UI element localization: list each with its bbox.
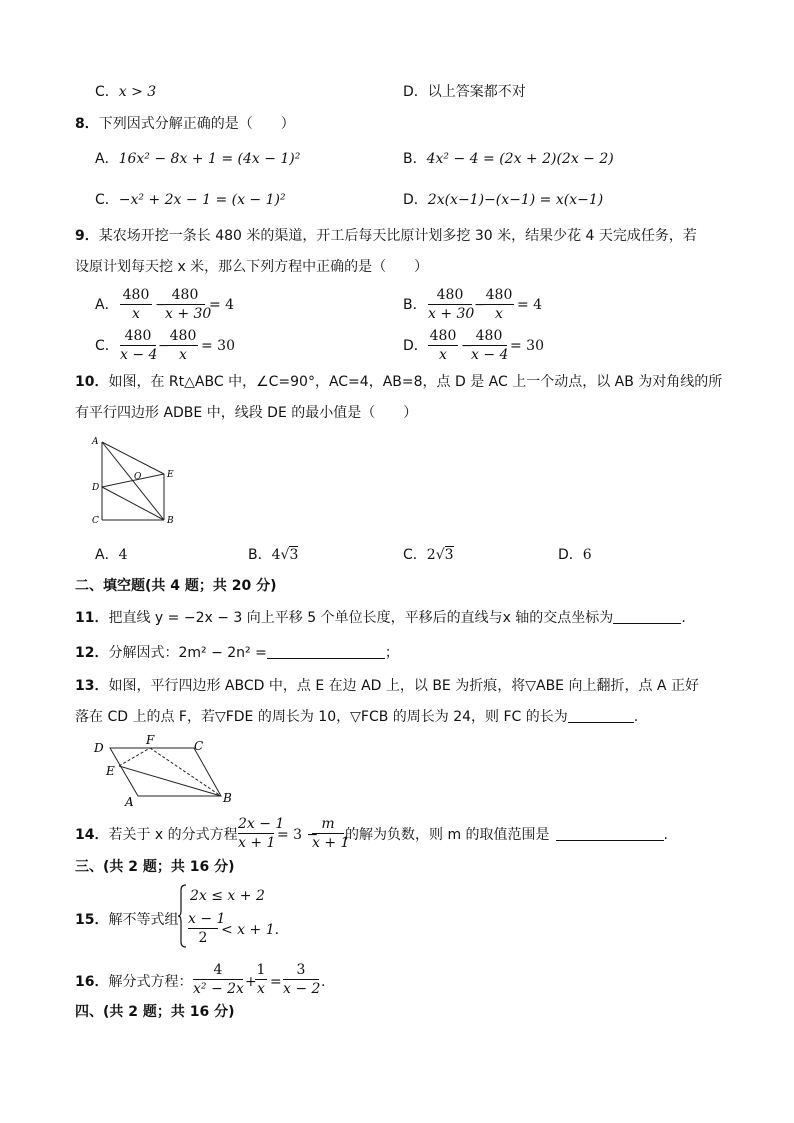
- q14-frac1: 2x − 1 x + 1: [238, 816, 285, 851]
- fig10-label-o: O: [134, 472, 142, 482]
- q9-a-rhs: = 4: [209, 297, 235, 313]
- q14-frac2: m x + 1: [312, 816, 350, 851]
- q9-d-rhs: = 30: [510, 338, 544, 354]
- q15-frac: x − 1 2: [188, 911, 226, 946]
- q10-option-b: B．4√3: [248, 547, 299, 563]
- sqrt-icon: √: [435, 547, 445, 563]
- q10-stem-line2: 有平行四边形 ADBE 中，线段 DE 的最小值是（ ）: [75, 405, 418, 421]
- fig10-label-c: C: [92, 516, 99, 526]
- q8-option-a: A．16x² − 8x + 1 = (4x − 1)²: [95, 151, 301, 167]
- section2-heading: 二、填空题(共 4 题；共 20 分): [75, 578, 277, 594]
- section3-heading: 三、(共 2 题；共 16 分): [75, 859, 235, 875]
- q9-b-frac2: 480 x: [485, 287, 513, 322]
- q16-frac2: 1 x: [256, 962, 266, 997]
- q10-option-d: D．6: [558, 547, 592, 563]
- q9-option-b-label: B．: [403, 297, 427, 313]
- fig13-label-c: C: [194, 739, 204, 753]
- q9-a-frac1: 480 x: [120, 288, 152, 321]
- q8-option-d: D．2x(x−1)−(x−1) = x(x−1): [403, 192, 604, 208]
- q13-stem-line2: 落在 CD 上的点 F，若▽FDE 的周长为 10，▽FCB 的周长为 24，则 FC 的长为 .: [75, 709, 639, 725]
- q16-equals: =: [270, 974, 282, 990]
- fig13-label-d: D: [94, 741, 104, 755]
- q16-frac1: 4 x² − 2x: [193, 962, 244, 997]
- fig13-label-a: A: [125, 795, 134, 809]
- q9-option-d-label: D．: [403, 338, 428, 354]
- q9-stem-line1: 9．某农场开挖一条长 480 米的渠道，开工后每天比原计划多挖 30 米，结果少花 4 天完成任务，若: [75, 228, 697, 244]
- q14-part3: 的解为负数，则 m 的取值范围是 .: [345, 827, 668, 843]
- q15-stem: 15．解不等式组: [75, 912, 179, 928]
- q9-c-minus: −: [158, 338, 170, 354]
- q15-inequality1: 2x ≤ x + 2: [190, 888, 265, 904]
- q16-end: .: [321, 974, 326, 990]
- q11: 11．把直线 y = −2x − 3 向上平移 5 个单位长度，平移后的直线与x 轴的交点坐标为 .: [75, 610, 686, 626]
- q10-stem-line1: 10．如图，在 Rt△ABC 中，∠C=90°，AC=4，AB=8，点 D 是 AC 上一个动点，以 AB 为对角线的所: [75, 374, 723, 390]
- q9-a-frac2: 480 x + 30: [165, 287, 212, 322]
- fig13-label-e: E: [106, 764, 115, 778]
- q9-c-rhs: = 30: [201, 338, 235, 354]
- q9-b-rhs: = 4: [517, 297, 543, 313]
- q9-a-minus: −: [155, 297, 167, 313]
- q9-d-minus: −: [461, 338, 473, 354]
- q15-inequality2-rest: < x + 1.: [221, 922, 280, 938]
- q9-d-frac2: 480 x − 4: [471, 328, 509, 363]
- q7-option-d: D．以上答案都不对: [403, 84, 526, 100]
- q8-option-c: C．−x² + 2x − 1 = (x − 1)²: [95, 192, 286, 208]
- q7-option-c: C．x > 3: [95, 84, 157, 100]
- q13-stem-line1: 13．如图，平行四边形 ABCD 中，点 E 在边 AD 上，以 BE 为折痕，将▽ABE 向上翻折，点 A 正好: [75, 678, 699, 694]
- q14-part2: = 3 −: [277, 827, 319, 843]
- sqrt-icon: √: [280, 547, 290, 563]
- fig10-label-a: A: [92, 437, 99, 447]
- q9-option-c-label: C．: [95, 338, 119, 354]
- q16-stem: 16．解分式方程：: [75, 974, 193, 990]
- q8-stem: 8．下列因式分解正确的是（ ）: [75, 116, 295, 132]
- fig13-label-b: B: [223, 791, 232, 805]
- fig13-label-f: F: [146, 734, 155, 747]
- q16-frac3: 3 x − 2: [283, 962, 321, 997]
- brace-icon: [178, 884, 188, 948]
- q9-c-frac2: 480 x: [169, 328, 197, 363]
- q13-figure: [88, 734, 248, 810]
- q9-b-frac1: 480 x + 30: [428, 287, 475, 322]
- fig10-label-b: B: [167, 516, 174, 526]
- q9-d-frac1: 480 x: [429, 328, 457, 363]
- section4-heading: 四、(共 2 题；共 16 分): [75, 1004, 235, 1020]
- fig10-label-d: D: [92, 483, 100, 493]
- q9-option-a-label: A．: [95, 297, 119, 313]
- q10-option-c: C．2√3: [403, 547, 454, 563]
- q9-c-frac1: 480 x − 4: [120, 328, 158, 363]
- q10-figure: [88, 432, 188, 532]
- q16-plus: +: [245, 974, 257, 990]
- q9-stem-line2: 设原计划每天挖 x 米，那么下列方程中正确的是（ ）: [75, 259, 429, 275]
- fig10-label-e: E: [167, 470, 174, 480]
- q8-option-b: B．4x² − 4 = (2x + 2)(2x − 2): [403, 151, 614, 167]
- q10-option-a: A．4: [95, 547, 128, 563]
- q14-part1: 14．若关于 x 的分式方程: [75, 827, 238, 843]
- q9-b-minus: −: [474, 297, 486, 313]
- q12: 12．分解因式：2m² − 2n² = ；: [75, 645, 399, 661]
